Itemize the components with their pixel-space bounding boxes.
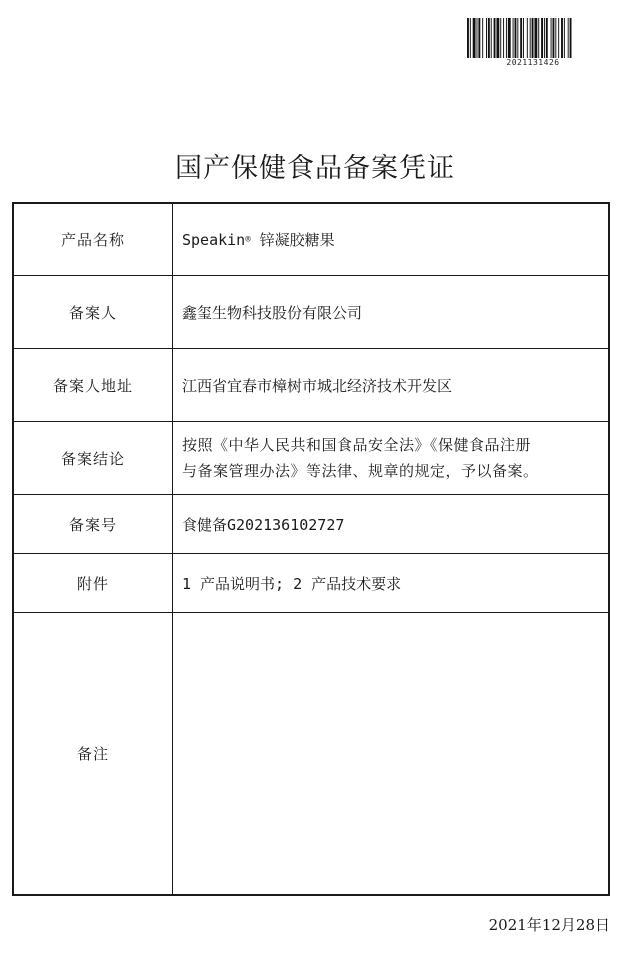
- barcode-bar: [532, 18, 534, 58]
- barcode-bar: [561, 18, 563, 58]
- product-name-text: 锌凝胶糖果: [250, 231, 335, 249]
- barcode-bar: [470, 18, 471, 58]
- barcode-bar: [478, 18, 480, 58]
- barcode-bar: [482, 18, 483, 58]
- barcode-bar: [477, 18, 478, 58]
- barcode-bar: [570, 18, 572, 58]
- barcode-bar: [527, 18, 528, 58]
- barcode-bar: [515, 18, 517, 58]
- barcode-bar: [500, 18, 501, 58]
- filing-number-label: 备案号: [14, 495, 173, 554]
- barcode-bar: [503, 18, 504, 58]
- registrant-address-value: 江西省宜春市樟树市城北经济技术开发区: [173, 349, 608, 422]
- barcode-bar: [486, 18, 487, 58]
- record-table: [12, 202, 610, 896]
- barcode-bar: [473, 18, 476, 58]
- barcode-bar: [491, 18, 492, 58]
- barcode-bar: [467, 18, 469, 58]
- barcode-bar: [517, 18, 518, 58]
- barcode-bar: [564, 18, 565, 58]
- barcode-bar: [541, 18, 543, 58]
- filing-number-value: 食健备G202136102727: [173, 495, 608, 554]
- registrant-label: 备案人: [14, 276, 173, 349]
- attachments-value: 1 产品说明书; 2 产品技术要求: [173, 554, 608, 613]
- conclusion-value: [173, 422, 608, 495]
- barcode-bar: [534, 18, 537, 58]
- barcode-bar: [544, 18, 545, 58]
- product-name-label: 产品名称: [14, 204, 173, 276]
- issue-date: 2021年12月28日: [488, 916, 610, 934]
- conclusion-text: [182, 432, 539, 484]
- barcode-bar: [520, 18, 522, 58]
- barcode-bar: [551, 18, 552, 58]
- barcode-bar: [488, 18, 490, 58]
- attachments-label: 附件: [14, 554, 173, 613]
- barcode-bar: [508, 18, 511, 58]
- barcode-bar: [506, 18, 507, 58]
- barcode-bar: [558, 18, 559, 58]
- barcode-bar: [555, 18, 556, 58]
- barcode-bar: [496, 18, 499, 58]
- barcode-image: [467, 18, 599, 58]
- barcode-bar: [538, 18, 539, 58]
- product-brand: Speakin: [182, 230, 246, 249]
- barcode-bar: [523, 18, 524, 58]
- remarks-label: 备注: [14, 613, 173, 894]
- barcode-bar: [530, 18, 531, 58]
- registrant-address-label: 备案人地址: [14, 349, 173, 422]
- remarks-value: [173, 613, 608, 894]
- barcode-bar: [553, 18, 555, 58]
- barcode-number: 2021131426: [506, 58, 560, 67]
- barcode: [467, 18, 599, 67]
- product-name-value: Speakin ® 锌凝胶糖果: [173, 204, 608, 276]
- document-title: 国产保健食品备案凭证: [175, 153, 455, 184]
- barcode-bar: [513, 18, 514, 58]
- barcode-bar: [568, 18, 569, 58]
- conclusion-label: 备案结论: [14, 422, 173, 495]
- barcode-bar: [494, 18, 496, 58]
- barcode-bar: [546, 18, 548, 58]
- conclusion-line-1: 按照《中华人民共和国食品安全法》《保健食品注册: [182, 436, 532, 454]
- conclusion-line-2: 与备案管理办法》等法律、规章的规定，予以备案。: [182, 462, 539, 480]
- registrant-value: 鑫玺生物科技股份有限公司: [173, 276, 608, 349]
